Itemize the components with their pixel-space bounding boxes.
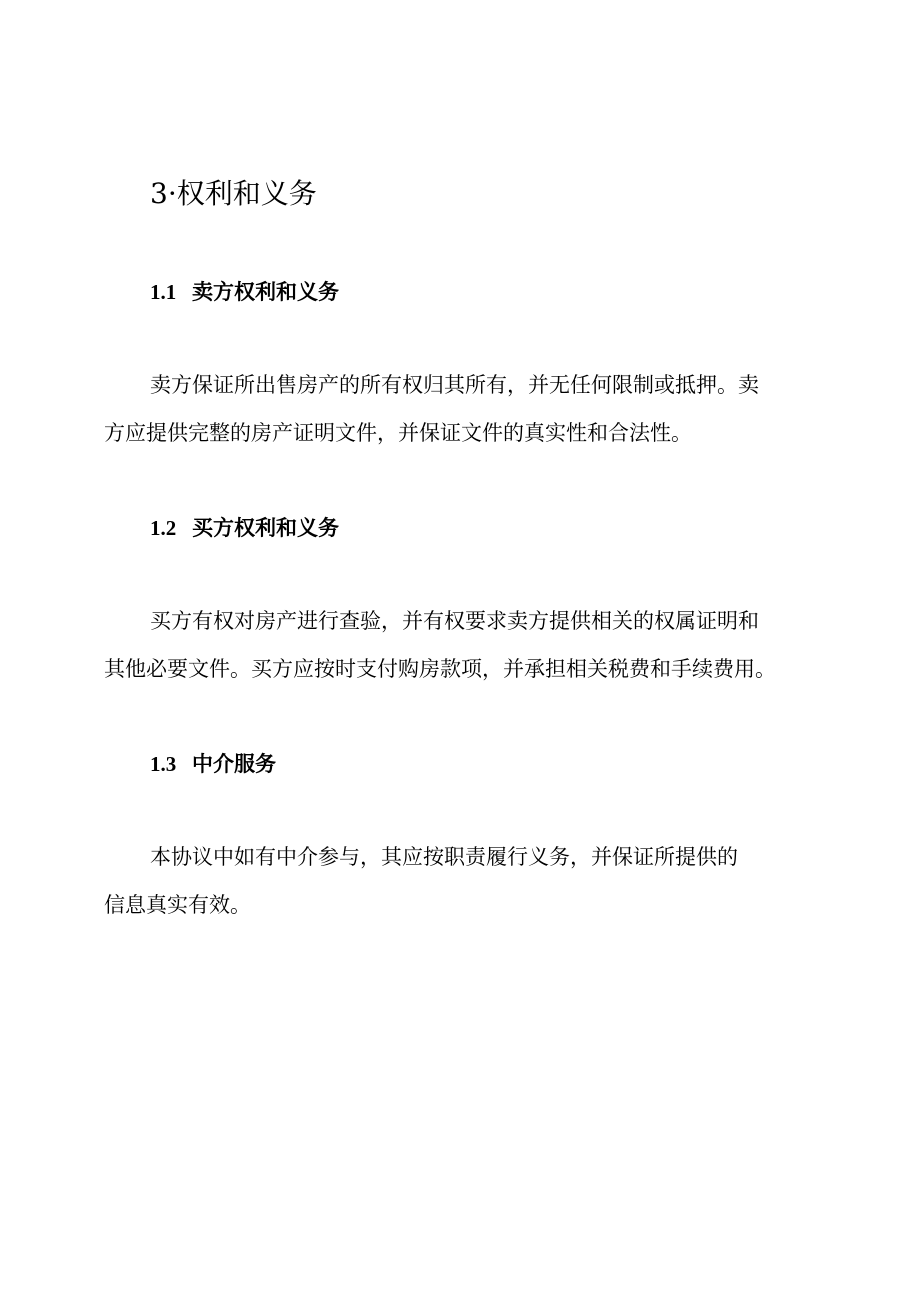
- subsection-heading-1-1: [150, 277, 339, 307]
- paragraph-buyer: [104, 597, 820, 693]
- subsection-number: 1.2: [150, 516, 177, 540]
- subsection-heading-1-2: [150, 513, 339, 543]
- subsection-title: 买方权利和义务: [192, 515, 339, 540]
- paragraph-line: 其他必要文件。买方应按时支付购房款项，并承担相关税费和手续费用。: [104, 657, 776, 681]
- subsection-number: 1.3: [150, 752, 177, 776]
- paragraph-line: 卖方保证所出售房产的所有权归其所有，并无任何限制或抵押。卖: [150, 373, 759, 397]
- paragraph-line: 买方有权对房产进行查验，并有权要求卖方提供相关的权属证明和: [150, 609, 759, 633]
- subsection-number: 1.1: [150, 280, 177, 304]
- paragraph-agency: [104, 833, 820, 929]
- paragraph-line: 本协议中如有中介参与，其应按职责履行义务，并保证所提供的: [150, 845, 738, 869]
- paragraph-line: 方应提供完整的房产证明文件，并保证文件的真实性和合法性。: [104, 421, 692, 445]
- subsection-title: 卖方权利和义务: [192, 279, 339, 304]
- paragraph-seller: [104, 361, 820, 457]
- paragraph-line: 信息真实有效。: [104, 893, 251, 917]
- section-heading: 3·权利和义务: [150, 177, 317, 210]
- subsection-heading-1-3: [150, 749, 276, 779]
- subsection-title: 中介服务: [192, 751, 276, 776]
